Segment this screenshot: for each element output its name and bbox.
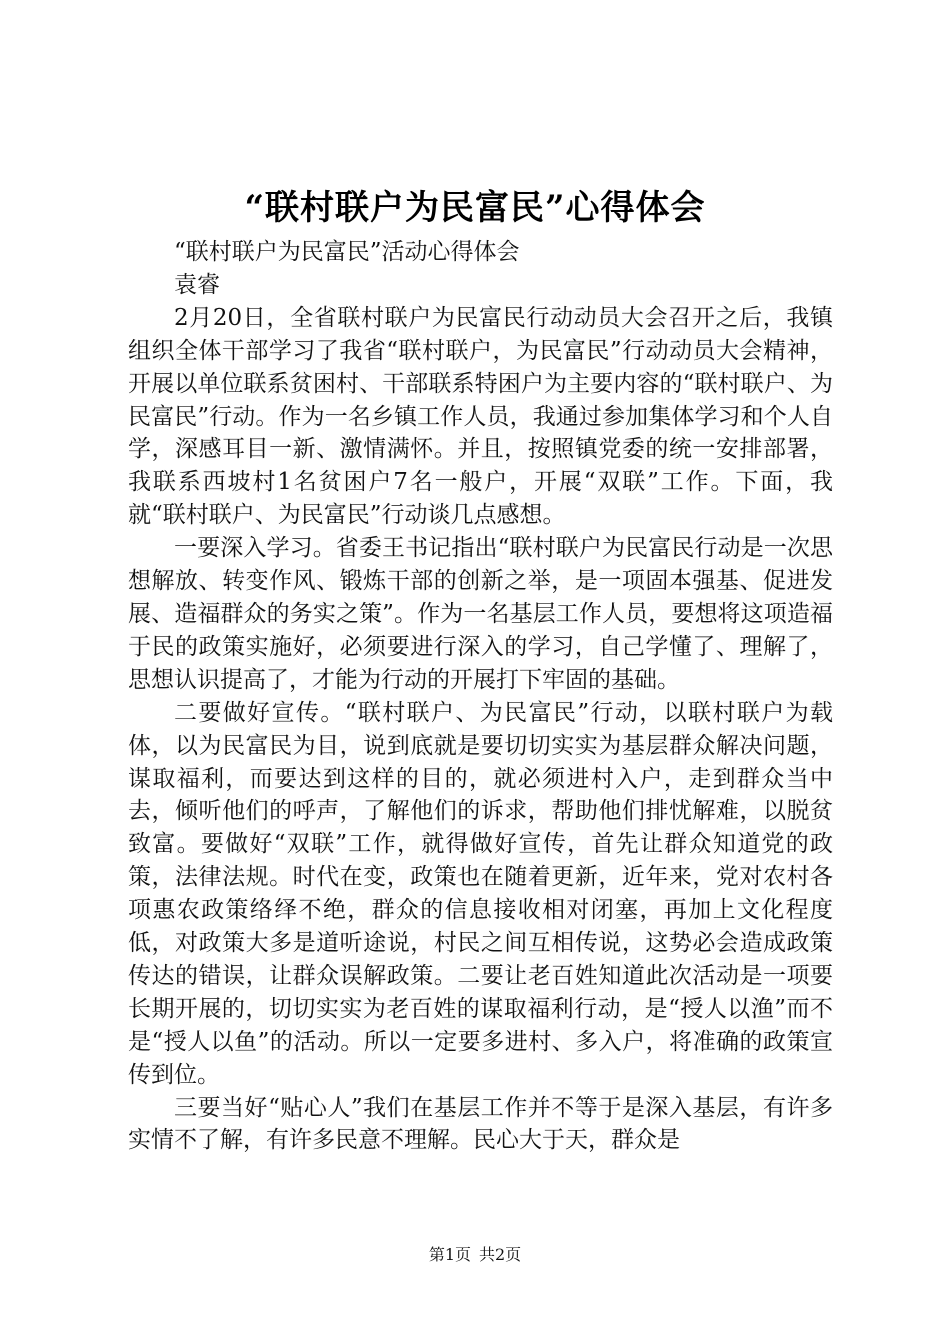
author-paragraph: 袁睿 <box>174 271 220 298</box>
body-paragraph-publicity: 二要做好宣传。“联村联户、为民富民”行动，以联村联户为载体，以为民富民为目，说到底就是要切切实实为基层群众解决问题，谋取福利，而要达到这样的目的，就必须进村入户，走到群众当中去，倾听他们的呼声，了解他们的诉求，帮助他们排忧解难，以脱贫致富。要做好“双联”工作，就得做好宣传，首先让群众知道党的政策，法律法规。时代在变，政策也在随着更新，近年来，党对农村各项惠农政策络绎不绝，群众的信息接收相对闭塞，再加上文化程度低，对政策大多是道听途说，村民之间互相传说，这势必会造成政策传达的错误，让群众误解政策。二要让老百姓知道此次活动是一项要长期开展的，切切实实为老百姓的谋取福利行动，是“授人以渔”而不是“授人以鱼”的活动。所以一定要多进村、多入户，将准确的政策宣传到位。 <box>128 699 833 1088</box>
page-footer <box>0 1245 950 1265</box>
body-paragraph-caring: 三要当好“贴心人”我们在基层工作并不等于是深入基层，有许多实情不了解，有许多民意不理解。民心大于天，群众是 <box>128 1094 833 1154</box>
body-paragraph-study: 一要深入学习。省委王书记指出“联村联户为民富民行动是一次思想解放、转变作风、锻炼干部的创新之举，是一项固本强基、促进发展、造福群众的务实之策”。作为一名基层工作人员，要想将这项造福于民的政策实施好，必须要进行深入的学习，自己学懂了、理解了，思想认识提高了，才能为行动的开展打下牢固的基础。 <box>128 535 833 693</box>
page-number: 第1页 <box>428 1245 471 1264</box>
document-title: “联村联户为民富民”心得体会 <box>244 188 706 228</box>
page-total: 共2页 <box>479 1245 522 1264</box>
body-paragraph-intro: 2月20日，全省联村联户为民富民行动动员大会召开之后，我镇组织全体干部学习了我省“联村联户，为民富民”行动动员大会精神，开展以单位联系贫困村、干部联系特困户为主要内容的“联村联户、为民富民”行动。作为一名乡镇工作人员，我通过参加集体学习和个人自学，深感耳目一新、激情满怀。并且，按照镇党委的统一安排部署，我联系西坡村1名贫困户7名一般户，开展“双联”工作。下面，我就“联村联户、为民富民”行动谈几点感想。 <box>128 304 833 529</box>
subtitle-paragraph: “联村联户为民富民”活动心得体会 <box>174 239 520 265</box>
document-body <box>128 236 833 1157</box>
